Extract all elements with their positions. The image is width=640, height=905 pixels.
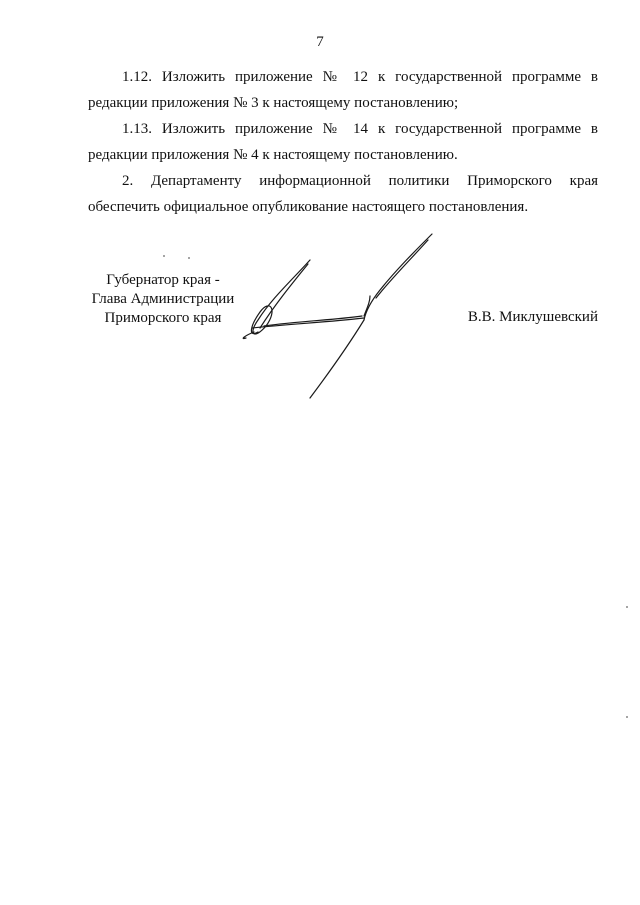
page-number: 7 — [316, 34, 324, 50]
position-line: Приморского края — [104, 310, 222, 326]
paragraph-item-1-12 — [88, 64, 598, 116]
scan-speck — [163, 255, 165, 257]
signer-name: В.В. Миклушевский — [467, 309, 598, 325]
scan-speck — [188, 257, 190, 259]
position-line: Глава Администрации — [91, 291, 235, 307]
paragraph-item-1-13 — [88, 116, 598, 168]
paragraph-line: редакции приложения № 3 к настоящему постановлению; — [88, 95, 459, 111]
scan-speck — [626, 606, 628, 608]
position-line: Губернатор края - — [106, 272, 220, 288]
paragraph-line: редакции приложения № 4 к настоящему постановлению. — [88, 147, 458, 163]
paragraph-line: обеспечить официальное опубликование настоящего постановления. — [88, 199, 529, 215]
handwritten-signature — [230, 228, 445, 403]
paragraph-line: 2. Департаменту информационной политики Приморского края — [122, 173, 598, 189]
scan-speck — [626, 716, 628, 718]
signatory-position — [88, 271, 238, 328]
paragraph-line: 1.12. Изложить приложение № 12 к государственной программе в — [122, 69, 598, 85]
paragraph-item-2 — [88, 168, 598, 220]
paragraph-line: 1.13. Изложить приложение № 14 к государственной программе в — [122, 121, 598, 137]
